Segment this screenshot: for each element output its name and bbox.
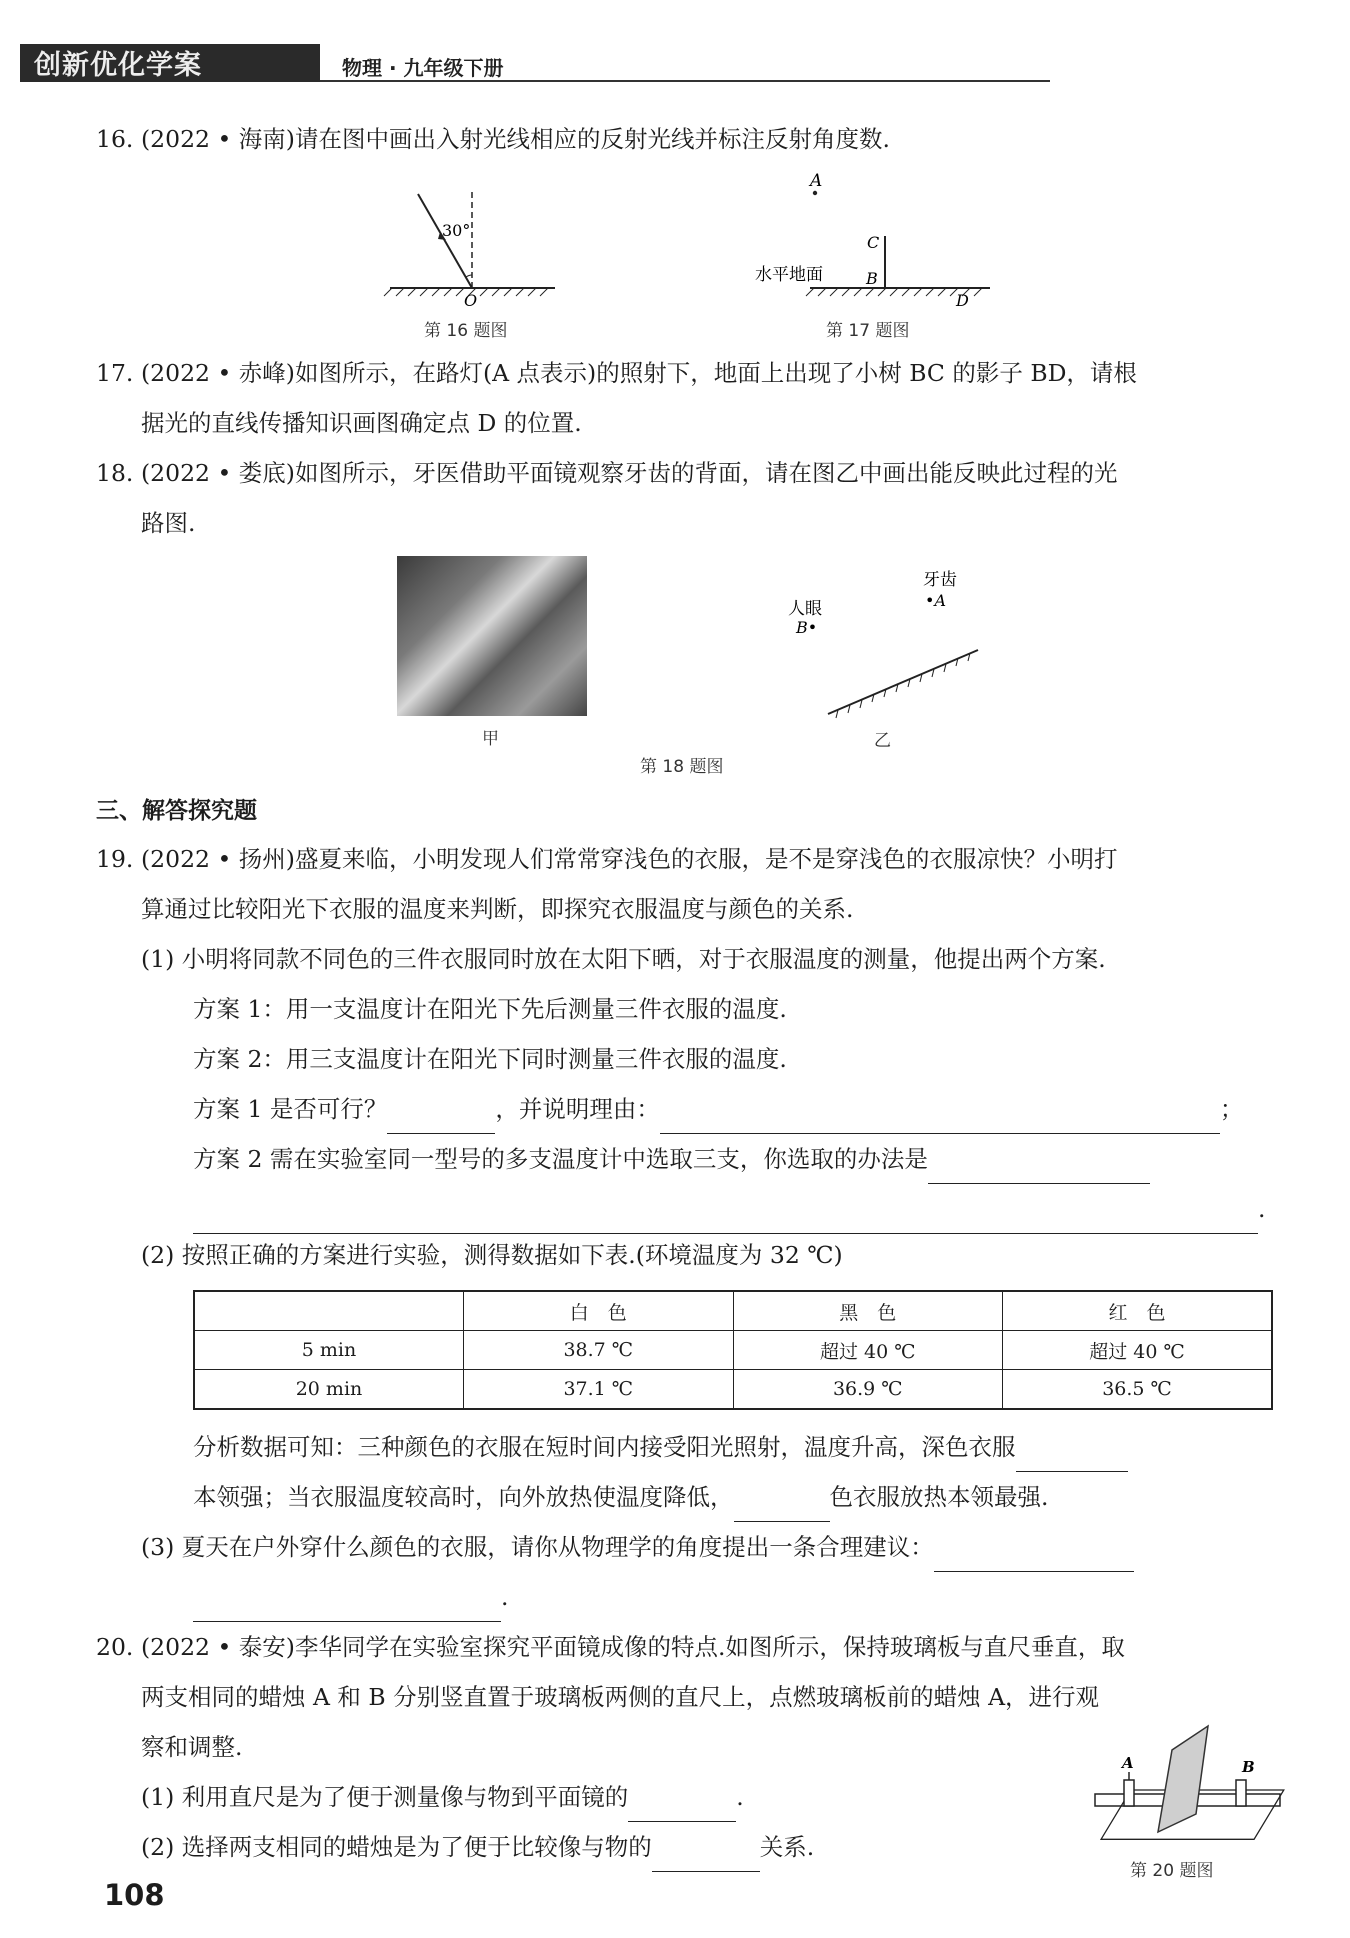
question-17 <box>96 348 1137 398</box>
lamp-point <box>813 191 817 195</box>
q18-figure-yi <box>780 566 1000 736</box>
figure-label-jia: 甲 <box>482 729 499 749</box>
table-header: 黑 色 <box>733 1291 1003 1331</box>
question-number: 18. <box>96 459 134 487</box>
answer-blank[interactable] <box>934 1543 1134 1572</box>
q19-part3-cont <box>193 1572 508 1622</box>
point-label-d: D <box>956 291 969 310</box>
figure-caption: 第 18 题图 <box>640 757 724 777</box>
ask-text: 方案 2 需在实验室同一型号的多支温度计中选取三支，你选取的办法是 <box>193 1145 928 1173</box>
q19-ask2-cont <box>193 1184 1265 1234</box>
q20-figure <box>1090 1722 1290 1852</box>
analysis-text: 色衣服放热本领最强. <box>829 1483 1049 1511</box>
answer-blank[interactable] <box>734 1493 830 1522</box>
question-19-cont: 算通过比较阳光下衣服的温度来判断，即探究衣服温度与颜色的关系. <box>141 895 854 923</box>
figure-caption: 第 20 题图 <box>1130 1861 1214 1881</box>
punct: . <box>736 1783 744 1811</box>
table-cell: 5 min <box>194 1331 464 1370</box>
table-cell: 超过 40 ℃ <box>733 1331 1003 1370</box>
table-cell: 36.5 ℃ <box>1003 1370 1273 1410</box>
point-label-b: B <box>866 269 878 288</box>
ask-text: 方案 1 是否可行？ <box>193 1095 388 1123</box>
question-20-cont: 两支相同的蜡烛 A 和 B 分别竖直置于玻璃板两侧的直尺上，点燃玻璃板前的蜡烛 A，进行观 <box>141 1683 1100 1711</box>
table-header-row <box>194 1291 1272 1331</box>
table-cell: 20 min <box>194 1370 464 1410</box>
q20-part1 <box>141 1772 744 1822</box>
table-header: 红 色 <box>1003 1291 1273 1331</box>
q19-part1: (1) 小明将同款不同色的三件衣服同时放在太阳下晒，对于衣服温度的测量，他提出两个方案. <box>141 945 1106 973</box>
question-text: (2022 • 赤峰)如图所示，在路灯(A 点表示)的照射下，地面上出现了小树 BC 的影子 BD，请根 <box>141 359 1137 387</box>
q19-ask2 <box>193 1134 1150 1184</box>
q16-figure <box>380 180 580 310</box>
q17-figure <box>750 168 1010 318</box>
eye-point: B• <box>796 618 818 637</box>
question-number: 17. <box>96 359 134 387</box>
question-number: 20. <box>96 1633 134 1661</box>
answer-blank[interactable] <box>1016 1443 1128 1472</box>
table-header <box>194 1291 464 1331</box>
table-header: 白 色 <box>464 1291 734 1331</box>
header-brand: 创新优化学案 <box>34 50 202 81</box>
candle-label-a: A <box>1122 1754 1134 1772</box>
point-label-a: A <box>810 171 823 191</box>
eye-label: 人眼 <box>788 599 822 619</box>
q19-ask1 <box>193 1084 1243 1134</box>
q19-analysis-cont <box>193 1472 1048 1522</box>
punct: . <box>1258 1195 1266 1223</box>
data-table <box>193 1290 1273 1410</box>
punct: . <box>501 1583 509 1611</box>
angle-label: 30° <box>442 221 471 240</box>
table-cell: 超过 40 ℃ <box>1003 1331 1273 1370</box>
question-18-cont: 路图. <box>141 509 196 537</box>
question-number: 19. <box>96 845 134 873</box>
q19-analysis <box>193 1422 1128 1472</box>
table-row <box>194 1370 1272 1410</box>
answer-blank[interactable] <box>387 1105 495 1134</box>
candle-label-b: B <box>1242 1758 1255 1776</box>
tooth-point: •A <box>925 591 946 610</box>
header-subject: 物理 · 九年级下册 <box>342 56 504 80</box>
punct: ； <box>1219 1095 1244 1123</box>
figure-label-yi: 乙 <box>874 731 891 751</box>
question-text: (2022 • 海南)请在图中画出入射光线相应的反射光线并标注反射角度数. <box>141 125 890 153</box>
header-rule <box>320 80 1050 82</box>
question-16 <box>96 114 890 164</box>
part-text: (1) 利用直尺是为了便于测量像与物到平面镜的 <box>141 1783 629 1811</box>
answer-blank[interactable] <box>652 1843 760 1872</box>
answer-blank[interactable] <box>628 1793 736 1822</box>
question-number: 16. <box>96 125 134 153</box>
mirror <box>828 650 978 714</box>
part-text: (2) 选择两支相同的蜡烛是为了便于比较像与物的 <box>141 1833 652 1861</box>
q19-part3 <box>141 1522 1134 1572</box>
plan-1: 方案 1：用一支温度计在阳光下先后测量三件衣服的温度. <box>193 995 787 1023</box>
question-text: (2022 • 泰安)李华同学在实验室探究平面镜成像的特点.如图所示，保持玻璃板与直尺垂直，取 <box>141 1633 1125 1661</box>
table-cell: 36.9 ℃ <box>733 1370 1003 1410</box>
analysis-text: 分析数据可知：三种颜色的衣服在短时间内接受阳光照射，温度升高，深色衣服 <box>193 1433 1016 1461</box>
figure-caption: 第 16 题图 <box>424 321 508 341</box>
ground-label: 水平地面 <box>755 265 823 285</box>
table-cell: 38.7 ℃ <box>464 1331 734 1370</box>
question-18 <box>96 448 1117 498</box>
section-title: 三、解答探究题 <box>96 798 257 824</box>
q20-part2 <box>141 1822 814 1872</box>
tooth-label: 牙齿 <box>923 570 957 590</box>
point-label-o: O <box>464 291 478 310</box>
question-17-cont: 据光的直线传播知识画图确定点 D 的位置. <box>141 409 582 437</box>
point-label-c: C <box>867 233 880 252</box>
q19-part2: (2) 按照正确的方案进行实验，测得数据如下表.(环境温度为 32 ℃) <box>141 1241 843 1269</box>
question-19 <box>96 834 1117 884</box>
page-number: 108 <box>104 1878 165 1912</box>
answer-blank[interactable] <box>660 1105 1220 1134</box>
table-row <box>194 1331 1272 1370</box>
plan-2: 方案 2：用三支温度计在阳光下同时测量三件衣服的温度. <box>193 1045 787 1073</box>
question-20-cont: 察和调整. <box>141 1733 243 1761</box>
figure-caption: 第 17 题图 <box>826 321 910 341</box>
dentist-photo <box>397 556 587 716</box>
answer-blank[interactable] <box>193 1593 501 1622</box>
table-cell: 37.1 ℃ <box>464 1370 734 1410</box>
question-text: (2022 • 娄底)如图所示，牙医借助平面镜观察牙齿的背面，请在图乙中画出能反映此过程的光 <box>141 459 1118 487</box>
question-20 <box>96 1622 1125 1672</box>
ask-text: ，并说明理由： <box>495 1095 660 1123</box>
part-text: 关系. <box>759 1833 815 1861</box>
part-text: (3) 夏天在户外穿什么颜色的衣服，请你从物理学的角度提出一条合理建议： <box>141 1533 934 1561</box>
answer-blank[interactable] <box>928 1155 1150 1184</box>
question-text: (2022 • 扬州)盛夏来临，小明发现人们常常穿浅色的衣服，是不是穿浅色的衣服凉快？小明打 <box>141 845 1118 873</box>
analysis-text: 本领强；当衣服温度较高时，向外放热使温度降低， <box>193 1483 734 1511</box>
